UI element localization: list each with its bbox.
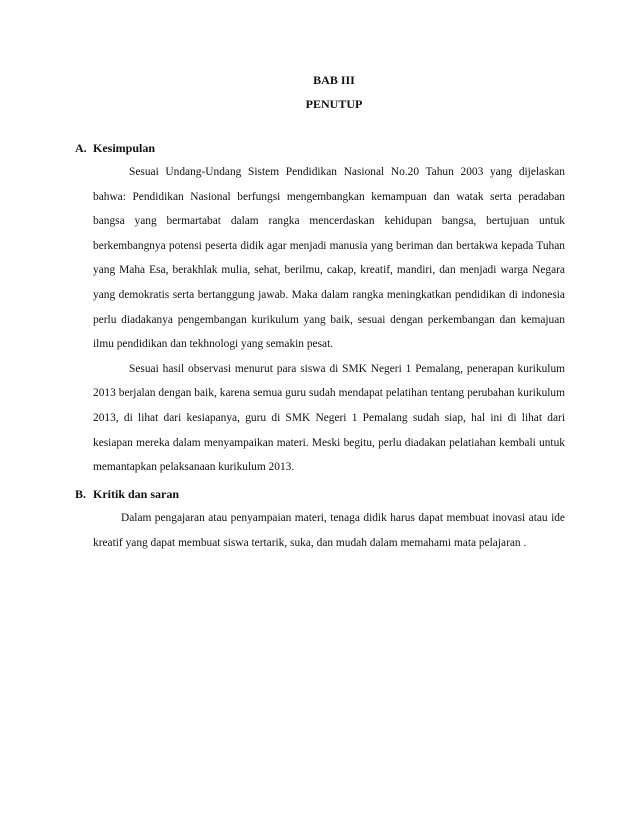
section-letter: A.	[75, 141, 87, 155]
chapter-title: PENUTUP	[305, 97, 363, 111]
section-body	[93, 160, 565, 480]
section-body	[93, 506, 565, 555]
section-heading	[75, 487, 565, 501]
section-heading	[75, 141, 565, 155]
section-title: Kesimpulan	[93, 141, 156, 155]
section-kesimpulan	[75, 141, 565, 480]
chapter-number: BAB III	[313, 73, 355, 87]
paragraph: Dalam pengajaran atau penyampaian materi, tenaga didik harus dapat membuat inovasi atau ide kreatif yang dapat membuat siswa tertarik, suka, dan mudah dalam memahami mata pelajaran .	[93, 512, 565, 549]
section-letter: B.	[75, 487, 87, 501]
section-title: Kritik dan saran	[93, 487, 180, 501]
paragraph: Sesuai hasil observasi menurut para siswa di SMK Negeri 1 Pemalang, penerapan kurikulum 2013 berjalan dengan baik, karena semua guru sudah mendapat pelatihan tentang perubahan kurikulum 2013, di lihat dari kesiapanya, guru di SMK Negeri 1 Pemalang sudah siap, hal ini di lihat dari kesiapan mereka dalam menyampaikan materi. Meski begitu, perlu diadakan pelatiahan kembali untuk memantapkan pelaksanaan kurikulum 2013.	[93, 362, 565, 474]
paragraph: Sesuai Undang-Undang Sistem Pendidikan Nasional No.20 Tahun 2003 yang dijelaskan bahwa: Pendidikan Nasional berfungsi mengembangkan kemampuan dan watak serta peradaban bangsa yang bermartabat dalam rangka mencerdaskan kehidupan bangsa, bertujuan untuk berkembangnya potensi peserta didik agar menjadi manusia yang beriman dan bertakwa kepada Tuhan yang Maha Esa, berakhlak mulia, sehat, berilmu, cakap, kreatif, mandiri, dan menjadi warga Negara yang demokratis serta bertanggung jawab. Maka dalam rangka meningkatkan pendidikan di indonesia perlu diadakanya pengembangan kurikulum yang baik, sesuai dengan perkembangan dan kemajuan ilmu pendidikan dan tekhnologi yang semakin pesat.	[93, 166, 565, 351]
section-kritik-dan-saran	[75, 487, 565, 555]
